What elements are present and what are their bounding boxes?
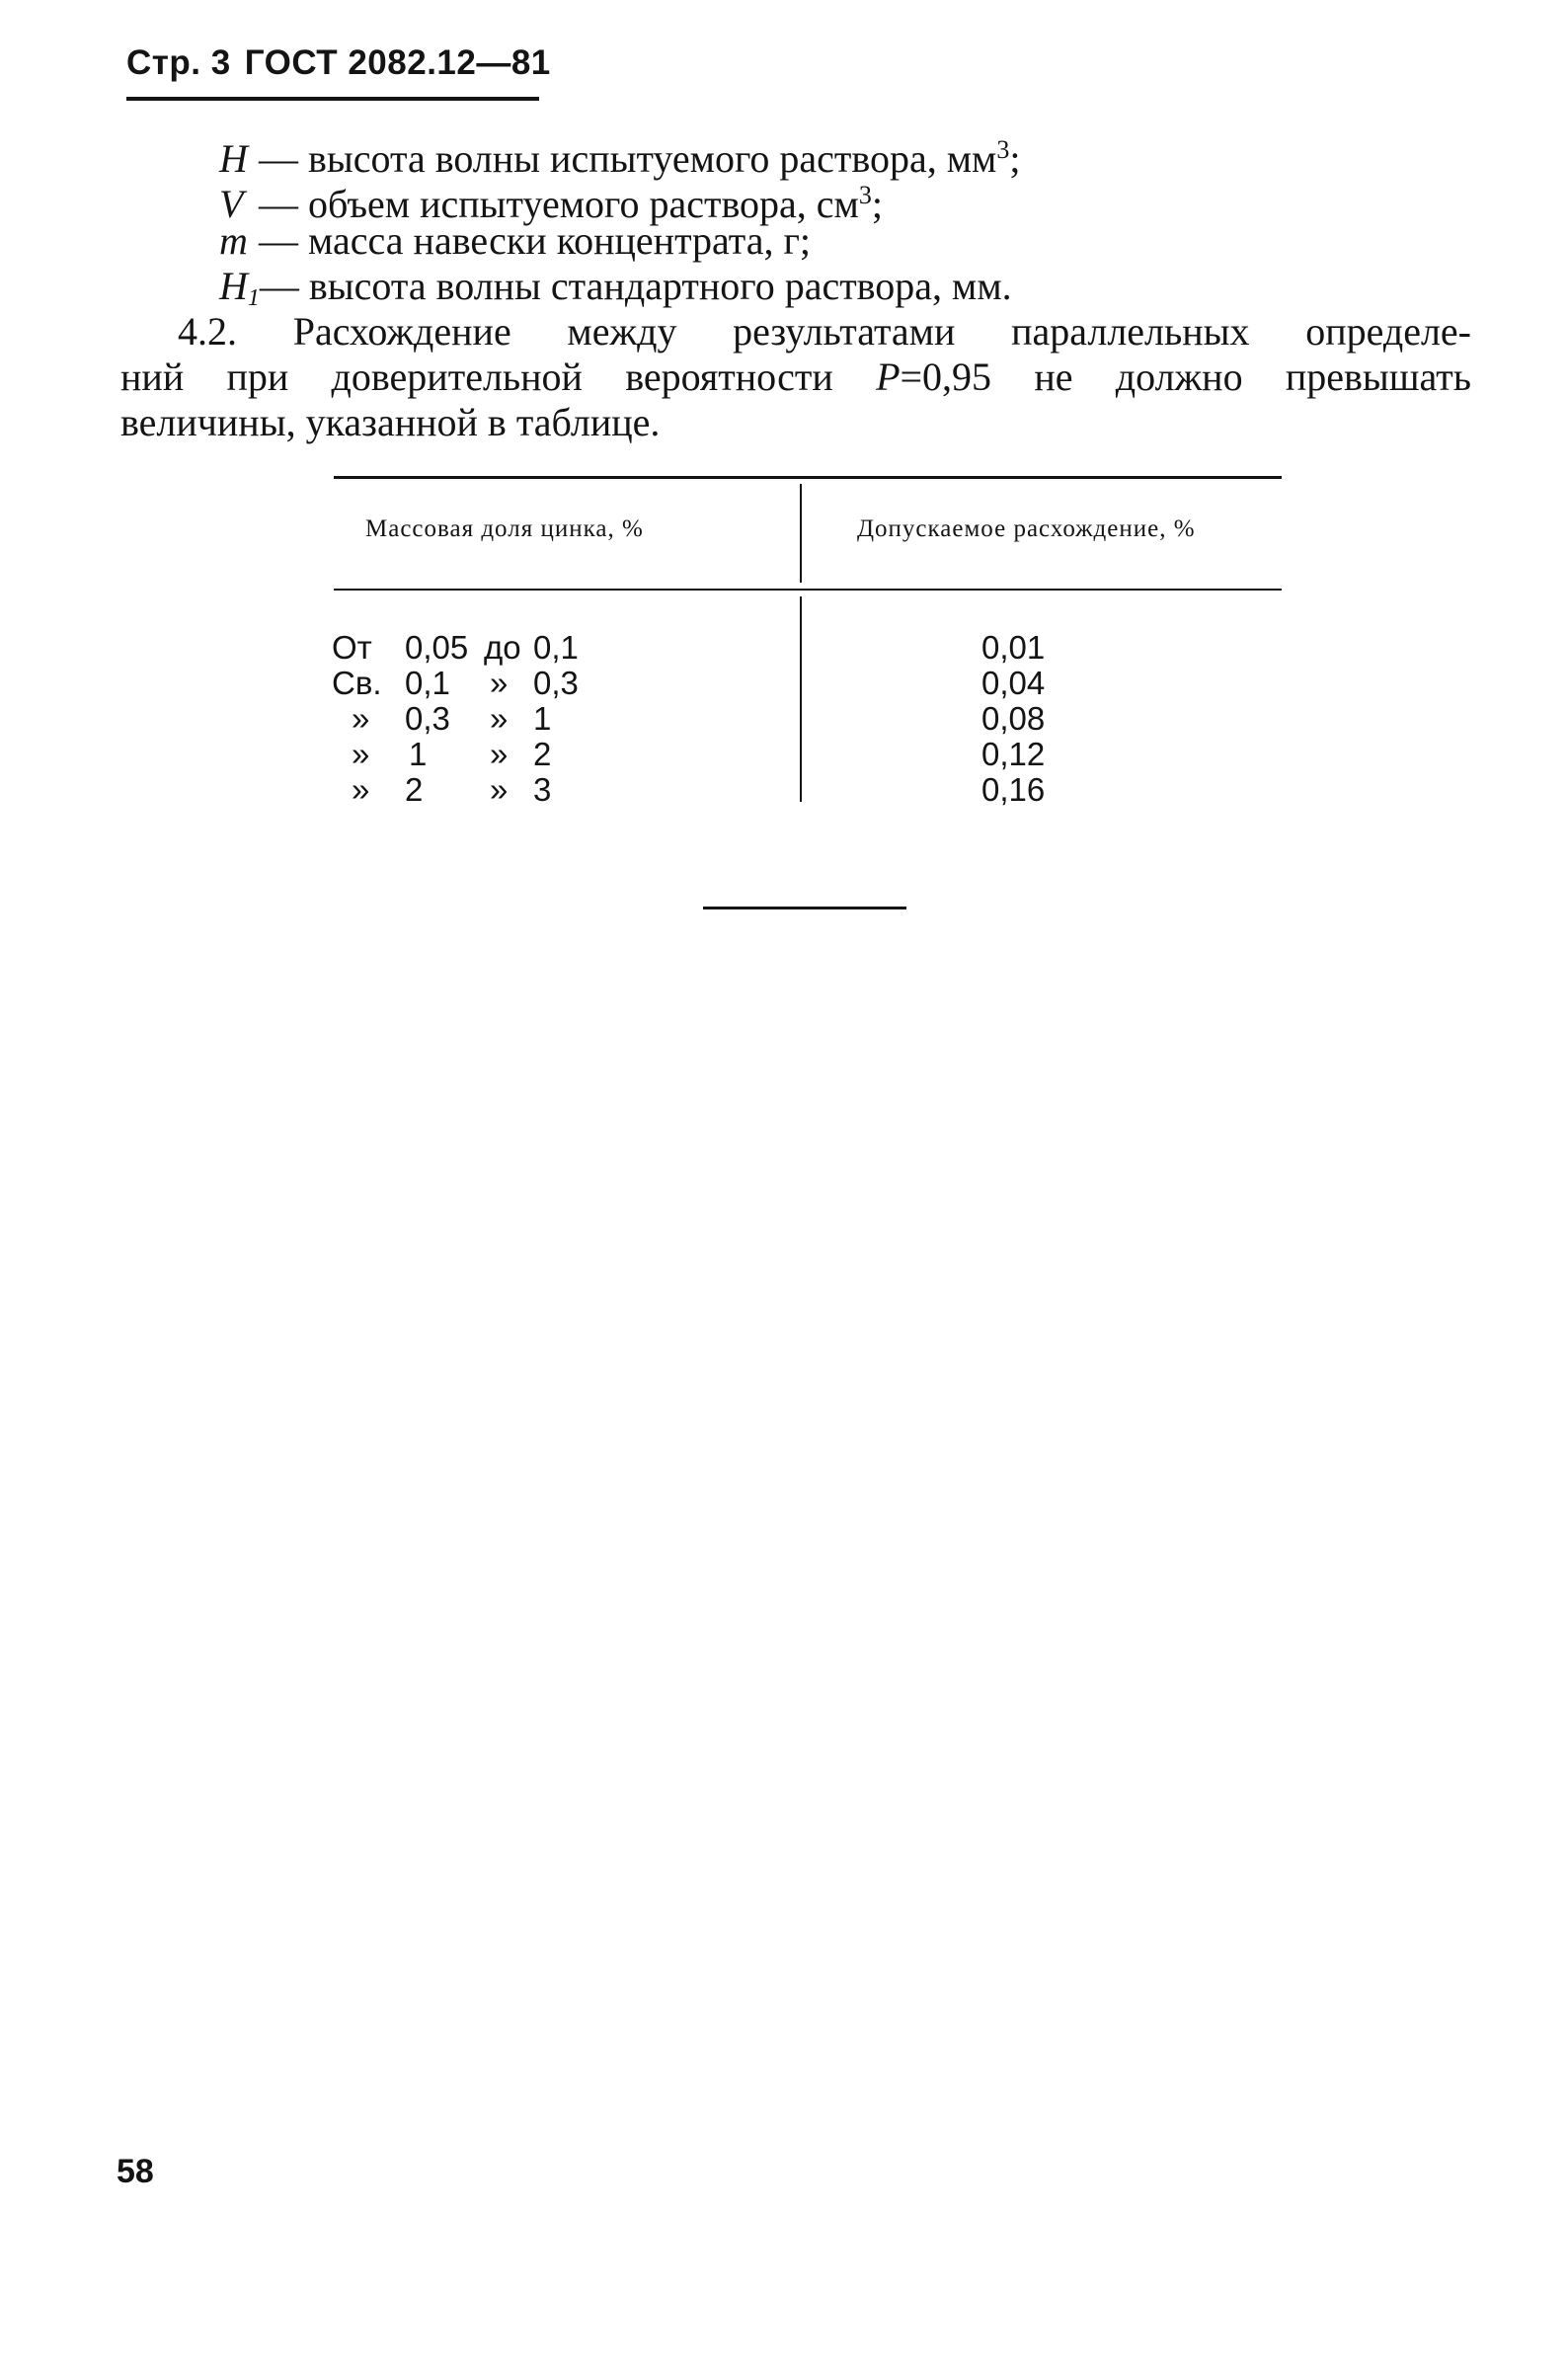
- row-1-from: 0,05: [405, 629, 469, 666]
- row-2-to: 0,3: [533, 665, 579, 701]
- page-number: 58: [117, 2153, 154, 2190]
- row-3-prefix: »: [352, 700, 370, 737]
- row-5-from: 2: [405, 771, 424, 808]
- clause-line-2: ний при доверительной вероятности P=0,95 не должно превышать: [120, 355, 1471, 399]
- header-rule: [126, 97, 539, 101]
- row-4-sep: »: [490, 736, 509, 772]
- row-1-to: 0,1: [533, 629, 579, 666]
- row-3-to: 1: [533, 700, 552, 737]
- section-end-rule: [703, 907, 906, 909]
- clause-variable: P: [876, 355, 901, 399]
- row-5-sep: »: [490, 771, 509, 808]
- column-header-zinc-fraction: Массовая доля цинка, %: [365, 515, 644, 542]
- running-head: [126, 43, 551, 83]
- row-4-to: 2: [533, 736, 552, 772]
- definition-text: — объем испытуемого раствора, см: [259, 182, 859, 226]
- row-3-sep: »: [490, 700, 509, 737]
- definition-m: [219, 219, 811, 263]
- row-4-tolerance: 0,12: [981, 736, 1046, 772]
- row-4-prefix: »: [352, 736, 370, 772]
- row-4-from: 1: [409, 736, 428, 772]
- row-5-to: 3: [533, 771, 552, 808]
- symbol: m: [219, 218, 248, 263]
- clause-line-1: 4.2. Расхождение между результатами параллельных определе-: [178, 309, 1471, 354]
- table-header-rule: [334, 589, 1282, 591]
- table-body-divider: [800, 596, 802, 802]
- definition-text: — высота волны стандартного раствора, мм.: [259, 264, 1012, 308]
- table-top-rule: [334, 476, 1282, 479]
- row-5-tolerance: 0,16: [981, 771, 1046, 808]
- row-3-tolerance: 0,08: [981, 700, 1046, 737]
- row-2-prefix: Св.: [332, 665, 382, 701]
- definition-text: — масса навески концентрата, г;: [259, 218, 812, 263]
- row-5-prefix: »: [352, 771, 370, 808]
- row-3-from: 0,3: [405, 700, 450, 737]
- symbol: H: [219, 136, 248, 181]
- row-2-from: 0,1: [405, 665, 450, 701]
- row-1-tolerance: 0,01: [981, 629, 1046, 666]
- symbol: $H_1$: [219, 264, 260, 311]
- page-label: Стр. 3: [126, 43, 231, 82]
- definition-text: — высота волны испытуемого раствора, мм: [259, 136, 997, 181]
- column-header-tolerance: Допускаемое расхождение, %: [857, 515, 1196, 542]
- row-2-sep: »: [490, 665, 509, 701]
- superscript: 3: [858, 181, 872, 209]
- standard-number: ГОСТ 2082.12—81: [244, 43, 551, 82]
- symbol: V: [219, 182, 244, 226]
- definition-tail: ;: [871, 182, 883, 226]
- row-2-tolerance: 0,04: [981, 665, 1046, 701]
- subscript: 1: [247, 285, 260, 311]
- row-1-prefix: От: [332, 629, 372, 666]
- row-1-sep: до: [484, 629, 521, 666]
- clause-line-3: величины, указанной в таблице.: [120, 400, 661, 444]
- superscript: 3: [996, 135, 1010, 164]
- table-header-divider: [800, 484, 802, 583]
- definition-tail: ;: [1009, 136, 1021, 181]
